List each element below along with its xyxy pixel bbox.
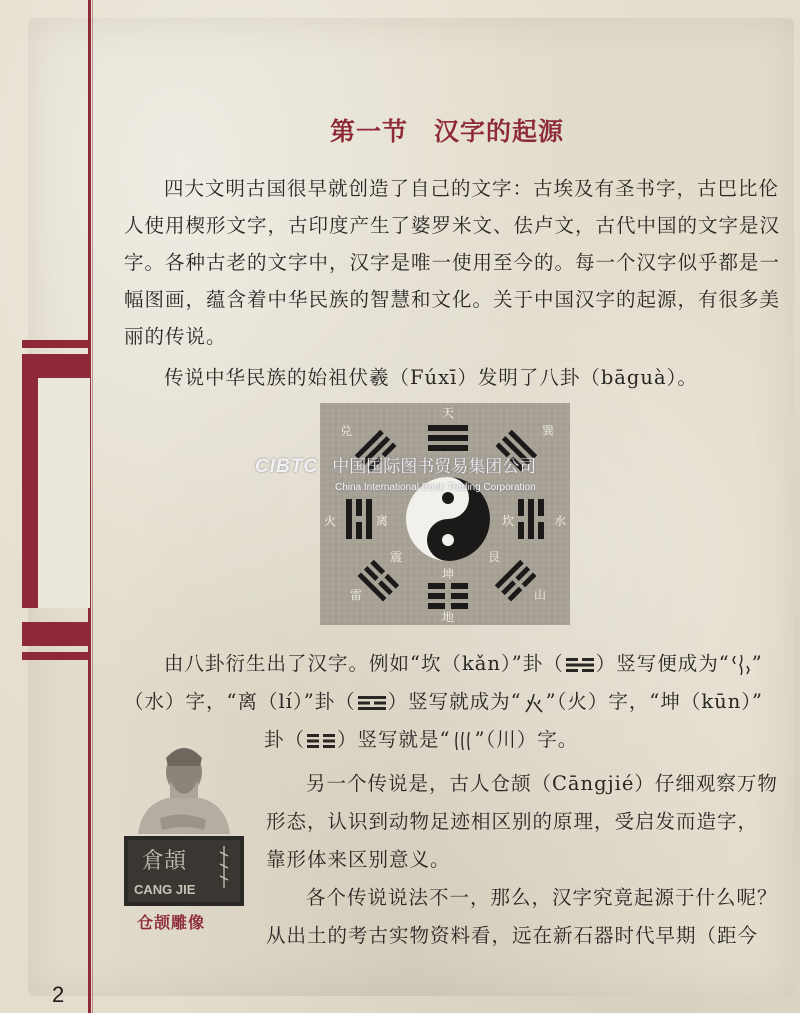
side-tab-bar xyxy=(22,340,90,348)
text-segment: ）竖写就是“ xyxy=(337,728,451,751)
kun-trigram-icon xyxy=(307,733,335,749)
label-bottom: 地 xyxy=(442,610,455,624)
paragraph-origin-text: 四大文明古国很早就创造了自己的文字：古埃及有圣书字，古巴比伦人使用楔形文字，古印度产生了婆罗米文、佉卢文，古代中国的文字是汉字。各种古老的文字中，汉字是唯一使用至今的。每一个汉字似乎都是一幅图画，蕴含着中华民族的智慧和文化。关于中国汉字的起源，有很多美丽的传说。 xyxy=(124,177,781,348)
ancient-fire-glyph-icon xyxy=(524,692,544,714)
text-segment: （水）字，“离（lí）”卦（ xyxy=(124,690,356,713)
watermark-name-en: China International Book Trading Corporation xyxy=(335,482,536,493)
plinth-text-cn: 倉頡 xyxy=(142,849,187,874)
label-bottom-inner: 坤 xyxy=(442,567,455,581)
label-bottom-left: 雷 xyxy=(350,588,363,602)
text-segment: ）竖写就成为“ xyxy=(387,690,522,713)
bagua-illustration xyxy=(320,403,570,625)
paragraph-bagua-line-1 xyxy=(164,648,763,676)
publisher-watermark xyxy=(255,452,537,493)
text-segment: 由八卦衍生出了汉字。例如“坎（kǎn）”卦（ xyxy=(164,652,564,675)
trigram-qian-icon xyxy=(428,425,468,451)
cangjie-statue-illustration xyxy=(120,738,248,906)
paragraph-origin-question-line-2: 从出土的考古实物资料看，远在新石器时代早期（距今 xyxy=(266,924,759,947)
li-trigram-icon xyxy=(358,695,386,711)
text-segment: ”（火）字，“坤（kūn）” xyxy=(545,690,763,713)
side-tab-bar xyxy=(22,652,90,660)
page-number: 2 xyxy=(52,982,65,1007)
section-title: 第一节 汉字的起源 xyxy=(330,117,565,146)
paragraph-cangjie-line-2: 形态，认识到动物足迹相区别的原理，受启发而造字， xyxy=(266,810,759,833)
spine-rule-thin xyxy=(92,0,93,1013)
paragraph-cangjie-line-1: 另一个传说是，古人仓颉（Cāngjié）仔细观察万物 xyxy=(306,772,778,795)
label-top-left: 兑 xyxy=(340,424,353,438)
paragraph-cangjie-line-3: 靠形体来区别意义。 xyxy=(266,848,451,871)
chapter-side-tab xyxy=(22,340,90,660)
plinth-text-en: CANG JIE xyxy=(134,882,196,897)
paragraph-bagua-line-3 xyxy=(264,724,578,752)
label-left: 火 xyxy=(324,514,337,528)
text-segment: 卦（ xyxy=(264,728,306,751)
label-bottom-right: 山 xyxy=(534,588,547,602)
text-segment: ）竖写便成为“ xyxy=(595,652,730,675)
watermark-name-cn: 中国国际图书贸易集团公司 xyxy=(332,457,537,476)
side-tab-bar xyxy=(22,354,90,378)
bagua-image xyxy=(320,403,570,625)
statue-caption: 仓颉雕像 xyxy=(137,915,206,932)
text-segment: ”（川）字。 xyxy=(474,728,579,751)
paragraph-bagua-line-2 xyxy=(124,686,763,714)
watermark-brand: CIBTC xyxy=(255,456,319,477)
label-top: 天 xyxy=(442,406,455,420)
cangjie-statue-image xyxy=(120,738,248,906)
kan-trigram-icon xyxy=(566,657,594,673)
label-left-inner: 离 xyxy=(376,514,389,528)
label-right: 水 xyxy=(554,514,567,528)
label-top-right: 巽 xyxy=(542,424,555,438)
label-bottom-left-inner: 震 xyxy=(390,550,403,564)
paragraph-origin-question-line-1: 各个传说说法不一，那么，汉字究竟起源于什么呢？ xyxy=(306,886,778,909)
ancient-river-glyph-icon xyxy=(453,730,473,752)
text-segment: ” xyxy=(751,652,763,675)
side-tab-panel xyxy=(22,378,90,608)
side-tab-bar xyxy=(22,622,90,646)
label-right-inner: 坎 xyxy=(502,514,515,528)
paragraph-origin xyxy=(124,170,784,355)
ancient-water-glyph-icon xyxy=(732,654,750,676)
label-bottom-right-inner: 艮 xyxy=(488,550,501,564)
paragraph-fuxi: 传说中华民族的始祖伏羲（Fúxī）发明了八卦（bāguà）。 xyxy=(164,366,698,389)
